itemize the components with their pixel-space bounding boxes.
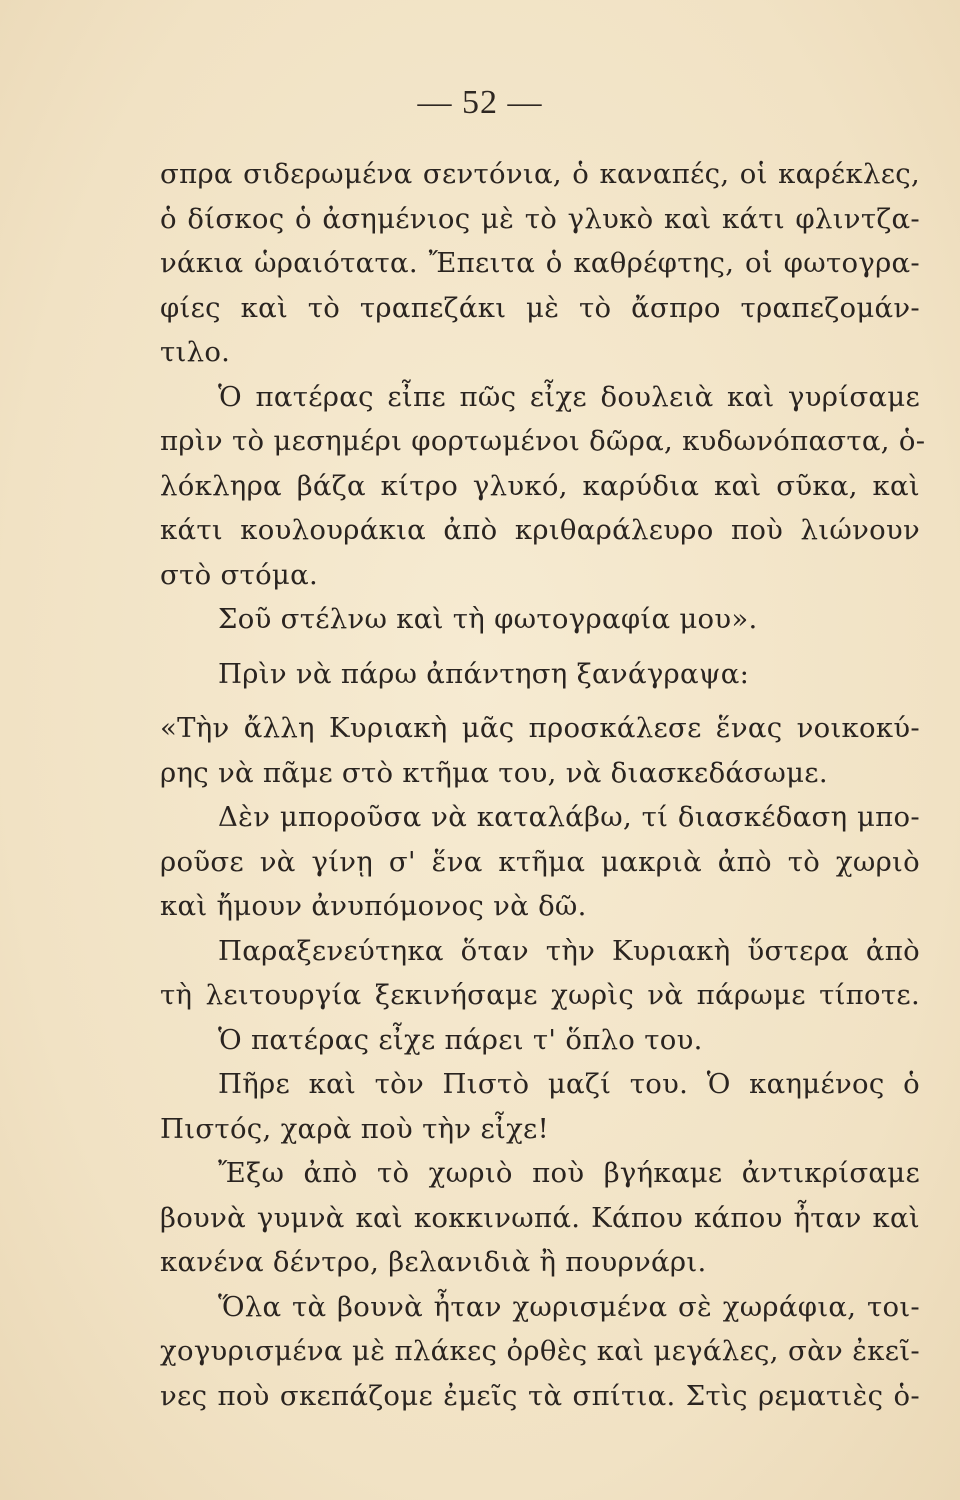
text-line: Πρὶν νὰ πάρω ἀπάντηση ξανάγραψα:: [218, 657, 750, 690]
text-line: νάκια ὡραιότατα. Ἔπειτα ὁ καθρέφτης, οἱ φωτογρα-: [160, 247, 920, 279]
text-line: πρὶν τὸ μεσημέρι φορτωμένοι δῶρα, κυδωνόπαστα, ὁ-: [160, 425, 926, 457]
text-line: ρης νὰ πᾶμε στὸ κτῆμα του, νὰ διασκεδάσωμε.: [160, 756, 828, 789]
text-line: Ὁ πατέρας εἶχε πάρει τ' ὅπλο του.: [218, 1023, 703, 1056]
text-line: Πιστός, χαρὰ ποὺ τὴν εἶχε!: [160, 1112, 549, 1145]
text-line: Σοῦ στέλνω καὶ τὴ φωτογραφία μου».: [218, 603, 758, 635]
text-line: τὴ λειτουργία ξεκινήσαμε χωρὶς νὰ πάρωμε τίποτε.: [160, 979, 920, 1011]
text-line: κανένα δέντρο, βελανιδιὰ ἢ πουρνάρι.: [160, 1246, 707, 1278]
paragraph-gap: [160, 642, 920, 652]
text-line: Παραξενεύτηκα ὅταν τὴν Κυριακὴ ὕστερα ἀπὸ: [218, 934, 920, 967]
text-line: Ἔξω ἀπὸ τὸ χωριὸ ποὺ βγήκαμε ἀντικρίσαμε: [218, 1157, 920, 1189]
body-text: [160, 152, 926, 1418]
text-line: «Τὴν ἄλλη Κυριακὴ μᾶς προσκάλεσε ἕνας νοικοκύ-: [160, 712, 920, 744]
text-line: Πῆρε καὶ τὸν Πιστὸ μαζί του. Ὁ καημένος ὁ: [218, 1068, 920, 1100]
text-line: Δὲν μποροῦσα νὰ καταλάβω, τί διασκέδαση μπο-: [218, 801, 920, 833]
text-line: Ὅλα τὰ βουνὰ ἦταν χωρισμένα σὲ χωράφια, τοι-: [218, 1290, 920, 1323]
text-line: λόκληρα βάζα κίτρο γλυκό, καρύδια καὶ σῦκα, καὶ: [160, 469, 920, 502]
paragraph-gap: [160, 696, 920, 706]
text-line: σπρα σιδερωμένα σεντόνια, ὁ καναπές, οἱ καρέκλες,: [160, 158, 920, 190]
text-line: ροῦσε νὰ γίνῃ σ' ἕνα κτῆμα μακριὰ ἀπὸ τὸ χωριὸ: [160, 845, 920, 878]
text-line: φίες καὶ τὸ τραπεζάκι μὲ τὸ ἄσπρο τραπεζομάν-: [160, 291, 920, 324]
text-line: καὶ ἤμουν ἀνυπόμονος νὰ δῶ.: [160, 890, 587, 922]
page-number: — 52 —: [417, 84, 543, 121]
text-line: Ὁ πατέρας εἶπε πῶς εἶχε δουλειὰ καὶ γυρίσαμε: [218, 380, 920, 413]
text-line: κάτι κουλουράκια ἀπὸ κριθαράλευρο ποὺ λιώνουν: [160, 514, 920, 546]
text-line: στὸ στόμα.: [160, 558, 319, 591]
text-line: τιλο.: [160, 336, 231, 368]
text-line: ὁ δίσκος ὁ ἀσημένιος μὲ τὸ γλυκὸ καὶ κάτι φλιντζα-: [160, 202, 920, 235]
text-line: βουνὰ γυμνὰ καὶ κοκκινωπά. Κάπου κάπου ἦταν καὶ: [160, 1201, 920, 1234]
text-line: χογυρισμένα μὲ πλάκες ὀρθὲς καὶ μεγάλες, σὰν ἐκεῖ-: [160, 1335, 920, 1367]
text-line: νες ποὺ σκεπάζομε ἐμεῖς τὰ σπίτια. Στὶς ρεματιὲς ὁ-: [160, 1379, 920, 1412]
